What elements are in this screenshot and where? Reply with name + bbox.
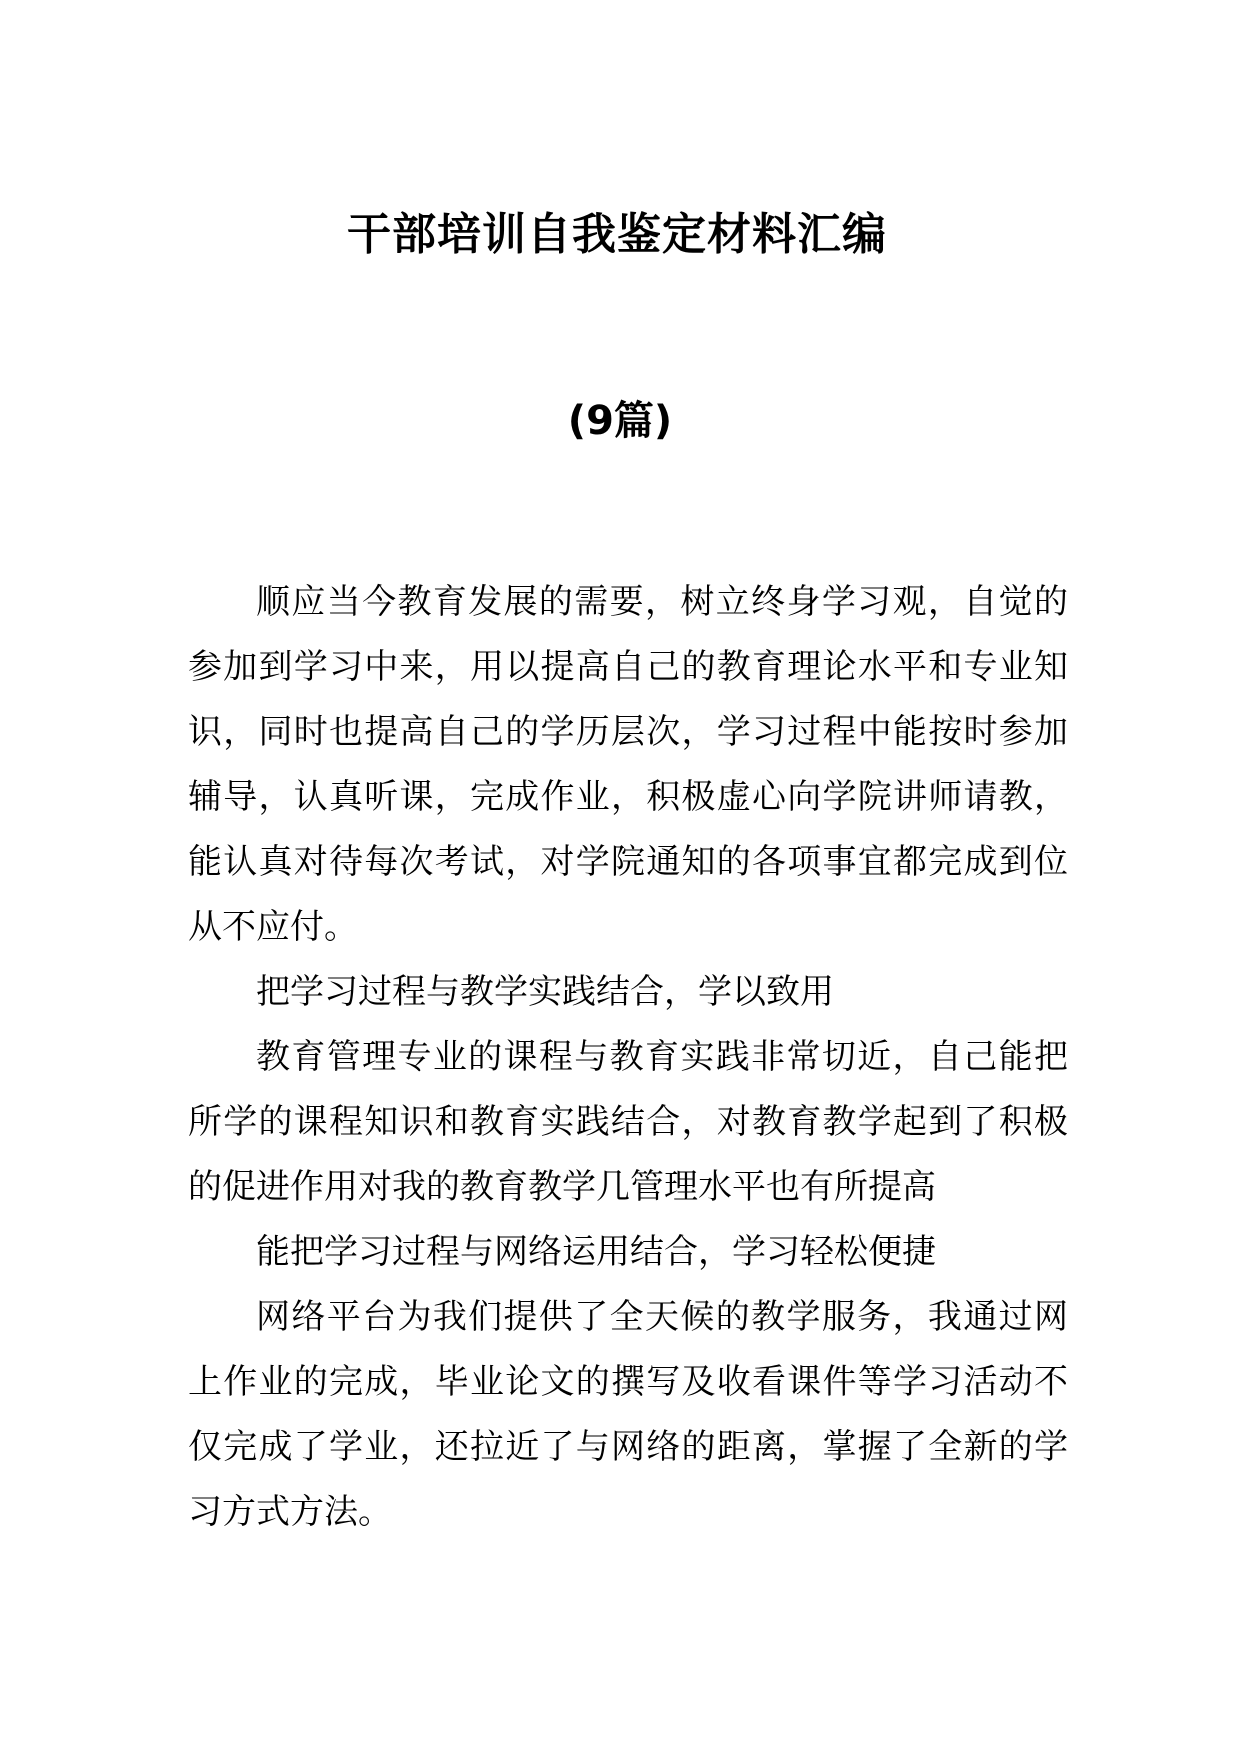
paragraph-intro: 顺应当今教育发展的需要，树立终身学习观，自觉的参加到学习中来，用以提高自己的教育理论水平和专业知识，同时也提高自己的学历层次，学习过程中能按时参加辅导，认真听课，完成作业，积极虚心向学院讲师请教，能认真对待每次考试，对学院通知的各项事宜都完成到位从不应付。 [188,582,1068,947]
paragraph-heading-network: 能把学习过程与网络运用结合，学习轻松便捷 [256,1232,936,1272]
paragraph-practice: 教育管理专业的课程与教育实践非常切近，自己能把所学的课程知识和教育实践结合，对教育教学起到了积极的促进作用对我的教育教学几管理水平也有所提高 [188,1037,1068,1207]
document-title: 干部培训自我鉴定材料汇编 [347,209,887,260]
document-subtitle: (9篇) [567,398,673,444]
paragraph-heading-practice: 把学习过程与教学实践结合，学以致用 [256,972,834,1012]
paragraph-network: 网络平台为我们提供了全天候的教学服务，我通过网上作业的完成，毕业论文的撰写及收看课件等学习活动不仅完成了学业，还拉近了与网络的距离，掌握了全新的学习方式方法。 [188,1297,1068,1532]
document-body [188,570,1068,1545]
